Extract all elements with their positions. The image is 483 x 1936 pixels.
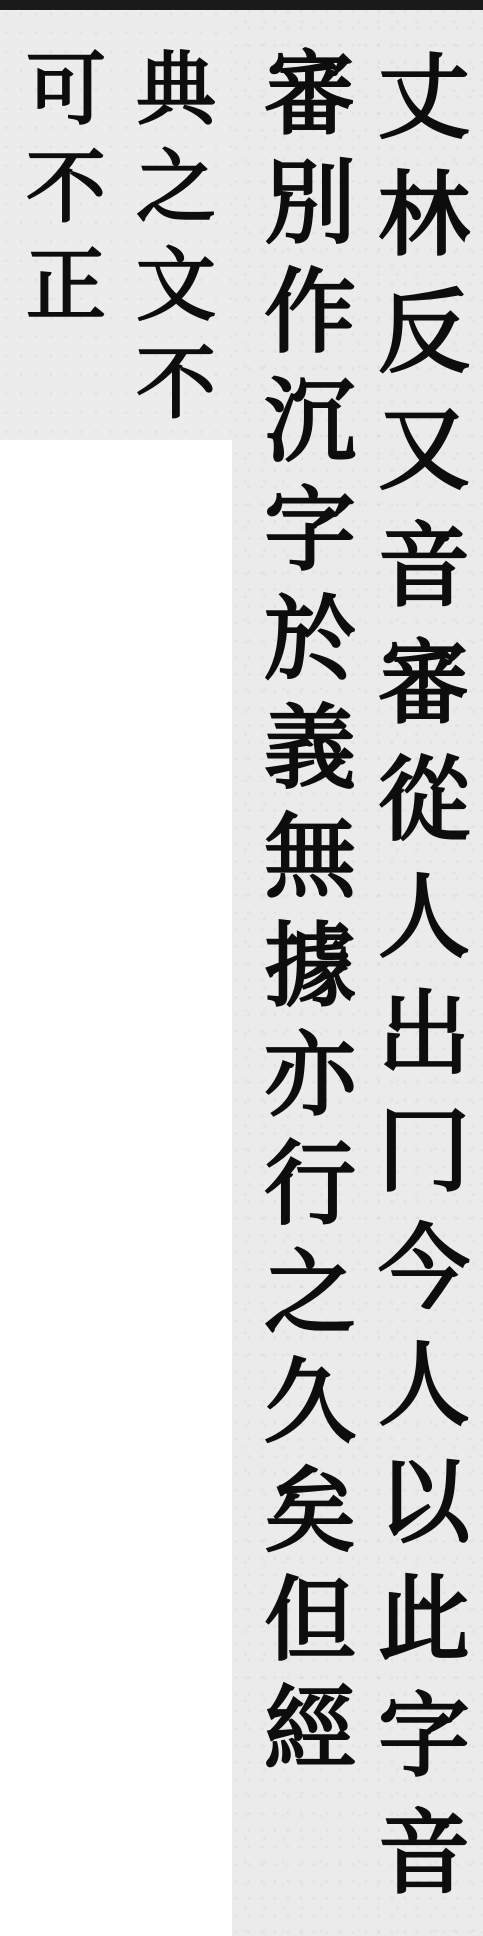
character: 不 bbox=[26, 140, 106, 234]
character: 不 bbox=[136, 336, 216, 430]
top-border-rule bbox=[0, 0, 483, 10]
character: 據 bbox=[263, 912, 356, 1020]
character: 作 bbox=[263, 258, 356, 366]
character: 今 bbox=[377, 1214, 470, 1322]
text-column-2 bbox=[258, 40, 362, 1784]
character: 之 bbox=[263, 1239, 356, 1347]
character: 丈 bbox=[377, 44, 470, 152]
character: 但 bbox=[263, 1566, 356, 1674]
character: 可 bbox=[26, 42, 106, 136]
character: 出 bbox=[377, 980, 470, 1088]
character: 冂 bbox=[377, 1097, 470, 1205]
character: 久 bbox=[263, 1348, 356, 1456]
character: 行 bbox=[263, 1130, 356, 1238]
character: 義 bbox=[263, 694, 356, 802]
character: 審 bbox=[377, 629, 470, 737]
character: 文 bbox=[136, 238, 216, 332]
character: 字 bbox=[263, 476, 356, 584]
character: 經 bbox=[263, 1675, 356, 1783]
character: 之 bbox=[136, 140, 216, 234]
character: 音 bbox=[377, 512, 470, 620]
character: 從 bbox=[377, 746, 470, 854]
character: 沉 bbox=[263, 367, 356, 475]
character: 無 bbox=[263, 803, 356, 911]
character: 音 bbox=[377, 1799, 470, 1907]
character: 人 bbox=[377, 1331, 470, 1439]
character: 亦 bbox=[263, 1021, 356, 1129]
character: 審 bbox=[263, 40, 356, 148]
character: 反 bbox=[377, 278, 470, 386]
character: 別 bbox=[263, 149, 356, 257]
text-column-1 bbox=[372, 40, 476, 1912]
character: 矣 bbox=[263, 1457, 356, 1565]
character: 典 bbox=[136, 42, 216, 136]
character: 此 bbox=[377, 1565, 470, 1673]
character: 人 bbox=[377, 863, 470, 971]
character: 以 bbox=[377, 1448, 470, 1556]
character: 正 bbox=[26, 238, 106, 332]
character: 字 bbox=[377, 1682, 470, 1790]
character: 林 bbox=[377, 161, 470, 269]
character: 又 bbox=[377, 395, 470, 503]
character: 於 bbox=[263, 585, 356, 693]
text-column-3 bbox=[124, 40, 228, 432]
text-column-4 bbox=[14, 40, 118, 334]
